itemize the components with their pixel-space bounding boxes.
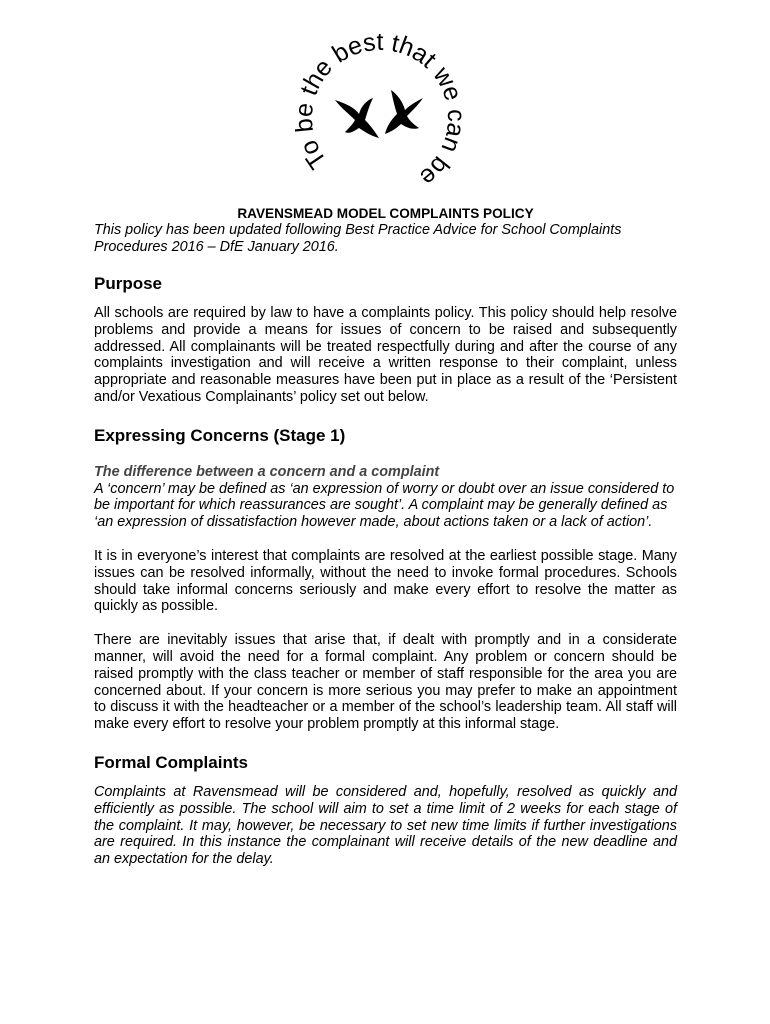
stage1-paragraph-1: It is in everyone’s interest that complaints are resolved at the earliest possible stage. Many issues can be resolved informally, without the need to invoke formal procedures. Schools should take informal concerns seriously and make every effort to resolve the matter as quickly as possible. (94, 547, 677, 615)
school-logo (295, 34, 465, 194)
document-title: RAVENSMEAD MODEL COMPLAINTS POLICY (237, 206, 534, 221)
logo-motto: To the best that we n be (295, 34, 465, 192)
document-intro: This policy has been updated following Best Practice Advice for School Complaints Procedures 2016 – DfE January 2016. (94, 222, 622, 255)
stage1-definition: A ‘concern’ may be defined as ‘an expression of worry or doubt over an issue considered to be important for which reassurances are sought’. A complaint may be generally defined as ‘an expression of dissatisfaction however made, about actions taken or a lack of action’. (94, 480, 675, 531)
document-content (94, 205, 677, 868)
logo-svg (295, 34, 465, 194)
stage1-paragraph-2: There are inevitably issues that arise that, if dealt with promptly and in a considerate manner, will avoid the need for a formal complaint. Any problem or concern should be raised promptly with the class teacher or member of staff responsible for the area you are concerned about. If your concern is more serious you may prefer to make an appointment to discuss it with the headteacher or a member of the school’s leadership team. All staff will make every effort to resolve your problem promptly at this informal stage. (94, 632, 677, 733)
formal-body: Complaints at Ravensmead will be considered and, hopefully, resolved as quickly and efficiently as possible. The school will aim to set a time limit of 2 weeks for each stage of the complaint. It may, however, be necessary to set new time limits if further investigations are required. In this instance the complainant will receive details of the new deadline and an expectation for the delay. (94, 783, 677, 868)
stage1-subheading: The difference between a concern and a complaint (94, 463, 440, 480)
purpose-body: All schools are required by law to have a complaints policy. This policy should help resolve problems and provide a means for issues of concern to be raised and subsequently addressed. All complainants will be treated respectfully during and after the course of any complaints investigation and will receive a written response to their complaint, unless appropriate and reasonable measures have been put in place as a result of the ‘Persistent and/or Vexatious Complainants’ policy set out below. (94, 305, 677, 405)
stage1-heading: Expressing Concerns (Stage 1) (94, 425, 346, 445)
purpose-heading: Purpose (94, 274, 163, 293)
formal-heading: Formal Complaints (94, 752, 248, 772)
bird-left-icon (335, 98, 379, 138)
bird-right-icon (385, 90, 423, 134)
